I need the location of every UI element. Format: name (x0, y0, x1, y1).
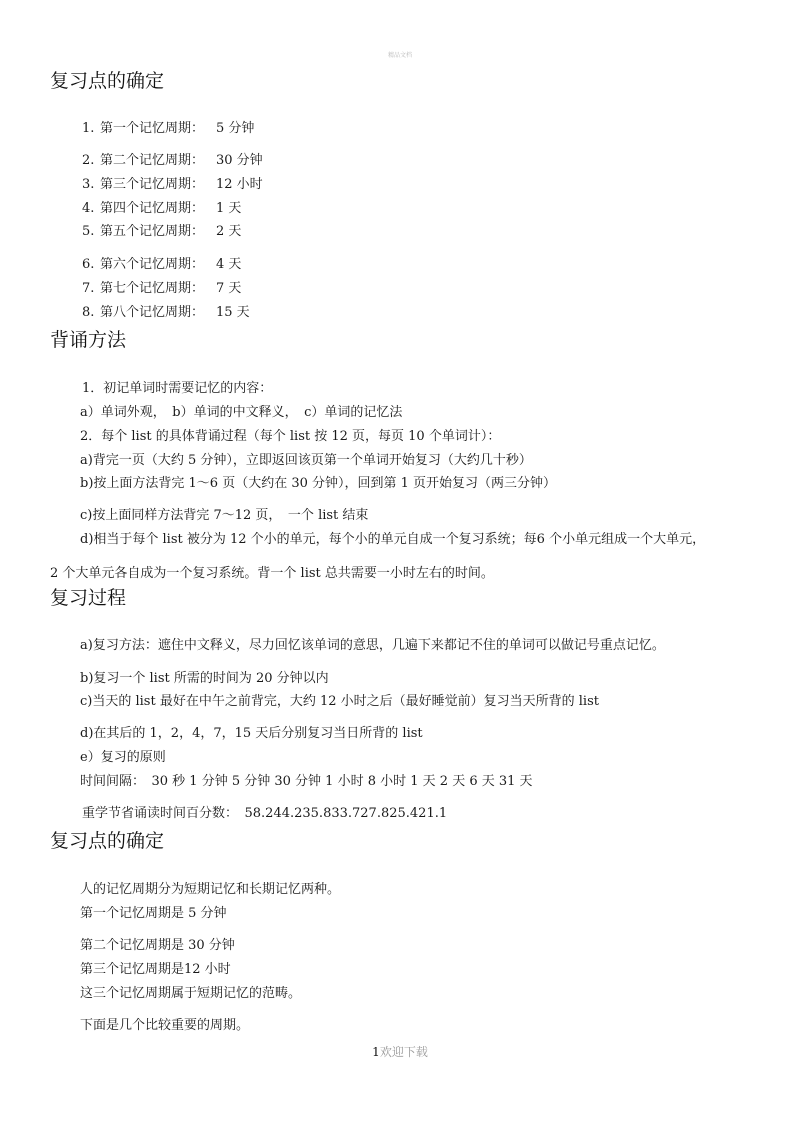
page-number: 1 (372, 1045, 380, 1059)
paragraph-line: 这三个记忆周期属于短期记忆的范畴。 (80, 986, 302, 1001)
paragraph-line: 2．每个 list 的具体背诵过程（每个 list 按 12 页，每页 10 个单词计）： (80, 429, 501, 444)
cycle-list-item: 3. 第三个记忆周期： 12 小时 (82, 177, 263, 192)
footer-text: 欢迎下载 (379, 1045, 428, 1059)
paragraph-line: d)相当于每个 list 被分为 12 个小的单元，每个小的单元自成一个复习系统；每6 个小单元组成一个大单元， (80, 532, 706, 547)
paragraph-line: a)复习方法：遮住中文释义，尽力回忆该单词的意思，几遍下来都记不住的单词可以做记号重点记忆。 (80, 638, 665, 653)
cycle-list-item: 1. 第一个记忆周期： 5 分钟 (82, 121, 255, 136)
paragraph-line: e）复习的原则 (80, 750, 166, 765)
paragraph-line: b)按上面方法背完 1～6 页（大约在 30 分钟），回到第 1 页开始复习（两三分钟） (80, 476, 557, 491)
paragraph-line: c)按上面同样方法背完 7～12 页， 一个 list 结束 (80, 508, 369, 523)
paragraph-line: a)背完一页（大约 5 分钟），立即返回该页第一个单词开始复习（大约几十秒） (80, 453, 532, 468)
cycle-list-item: 7. 第七个记忆周期： 7 天 (82, 281, 242, 296)
cycle-list-item: 6. 第六个记忆周期： 4 天 (82, 257, 242, 272)
paragraph-line: b)复习一个 list 所需的时间为 20 分钟以内 (80, 671, 329, 686)
paragraph-line: 第三个记忆周期是12 小时 (80, 962, 231, 977)
section-heading-review-process: 复习过程 (50, 587, 127, 609)
section-heading-review-points-2: 复习点的确定 (50, 830, 165, 852)
paragraph-line: 第二个记忆周期是 30 分钟 (80, 938, 235, 953)
cycle-list-item: 2. 第二个记忆周期： 30 分钟 (82, 153, 263, 168)
paragraph-line: c)当天的 list 最好在中午之前背完，大约 12 小时之后（最好睡觉前）复习当天所背的 list (80, 694, 599, 709)
header-watermark: 精品文档 (387, 52, 412, 59)
page-footer (0, 1043, 800, 1060)
paragraph-line: 人的记忆周期分为短期记忆和长期记忆两种。 (80, 882, 341, 897)
paragraph-line: 2 个大单元各自成为一个复习系统。背一个 list 总共需要一小时左右的时间。 (50, 566, 494, 581)
paragraph-line: 第一个记忆周期是 5 分钟 (80, 906, 227, 921)
section-heading-recitation-method: 背诵方法 (50, 329, 127, 351)
cycle-list-item: 4. 第四个记忆周期： 1 天 (82, 201, 242, 216)
paragraph-line: 时间间隔： 30 秒 1 分钟 5 分钟 30 分钟 1 小时 8 小时 1 天 2 天 6 天 31 天 (80, 774, 533, 789)
cycle-list-item: 5. 第五个记忆周期： 2 天 (82, 224, 242, 239)
paragraph-line: 1．初记单词时需要记忆的内容： (82, 381, 273, 396)
paragraph-line: 重学节省诵读时间百分数： 58.244.235.833.727.825.421.1 (82, 806, 448, 821)
cycle-list-item: 8. 第八个记忆周期： 15 天 (82, 305, 250, 320)
paragraph-line: d)在其后的 1，2，4，7，15 天后分别复习当日所背的 list (80, 726, 423, 741)
section-heading-review-points: 复习点的确定 (50, 70, 165, 92)
paragraph-line: 下面是几个比较重要的周期。 (80, 1018, 250, 1033)
paragraph-line: a）单词外观， b）单词的中文释义， c）单词的记忆法 (80, 405, 403, 420)
